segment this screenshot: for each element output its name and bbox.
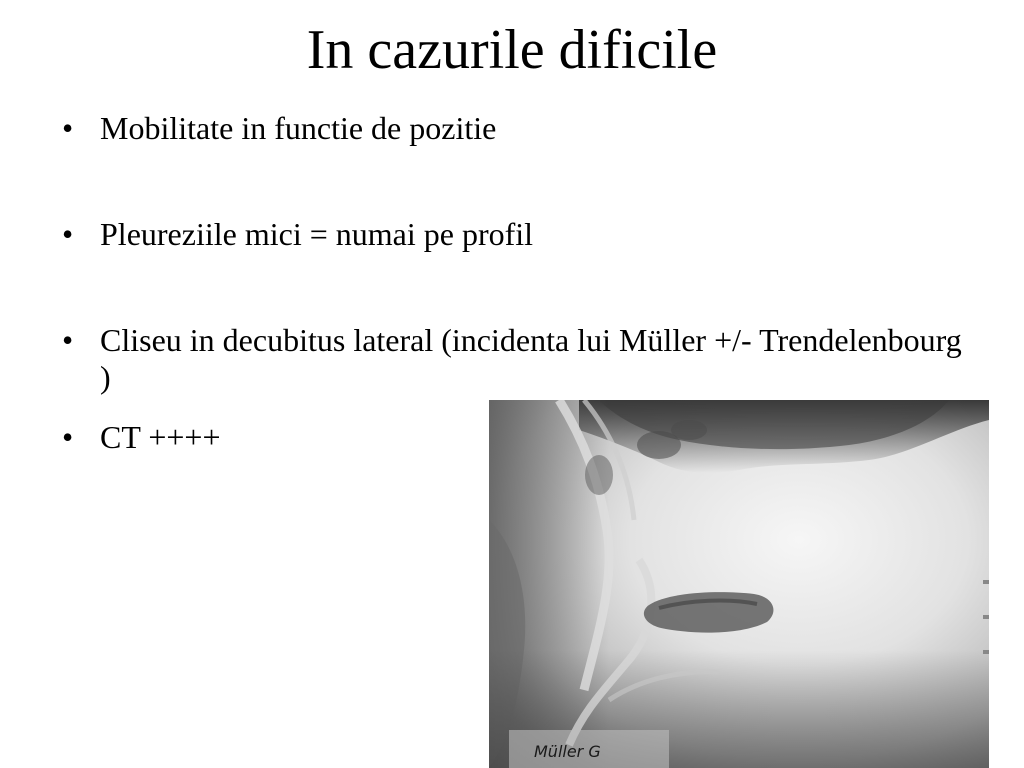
- bullet-item: [62, 216, 962, 253]
- bullet-marker: •: [62, 110, 74, 146]
- bullet-text: Pleureziile mici = numai pe profil: [100, 216, 534, 252]
- bullet-text: Mobilitate in functie de pozitie: [100, 110, 497, 146]
- slide-title: In cazurile dificile: [306, 19, 718, 81]
- bullet-marker: •: [62, 322, 74, 358]
- bullet-marker: •: [62, 419, 74, 455]
- xray-image: [489, 400, 989, 768]
- handwritten-label: Müller G: [534, 742, 601, 761]
- bullet-text: Cliseu in decubitus lateral (incidenta lui Müller +/- Trendelenbourg ): [100, 322, 962, 395]
- bullet-marker: •: [62, 216, 74, 252]
- bullet-text: CT ++++: [100, 419, 221, 455]
- bullet-item: [62, 322, 962, 396]
- bullet-item: [62, 110, 962, 147]
